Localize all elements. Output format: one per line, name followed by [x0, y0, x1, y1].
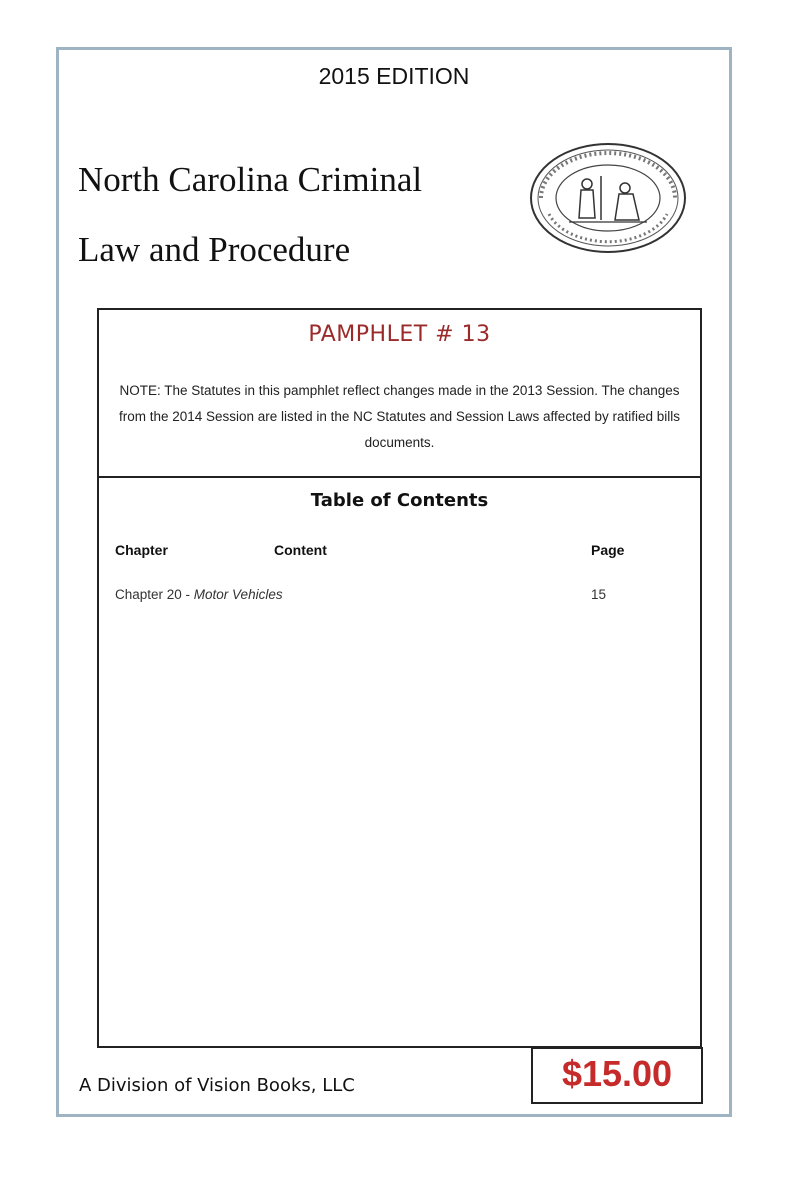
- pamphlet-number: PAMPHLET # 13: [308, 322, 491, 347]
- statutes-note: NOTE: The Statutes in this pamphlet reflect changes made in the 2013 Session. The changes from the 2014 Session are listed in the NC Statutes and Session Laws affected by ratified bills documents.: [118, 383, 681, 450]
- note-section: [99, 310, 700, 478]
- publisher-line: A Division of Vision Books, LLC: [79, 1075, 355, 1096]
- toc-header-content: Content: [274, 542, 327, 558]
- edition-label: 2015 EDITION: [318, 63, 470, 89]
- toc-chapter-name: Motor Vehicles: [193, 587, 283, 602]
- toc-header-chapter: Chapter: [115, 542, 168, 558]
- state-seal-icon: [529, 142, 687, 254]
- toc-title: Table of Contents: [310, 490, 489, 511]
- price-box: [531, 1047, 703, 1104]
- title-line-2: Law and Procedure: [78, 230, 351, 269]
- toc-header-page: Page: [591, 542, 625, 558]
- toc-row-page: 15: [591, 587, 607, 602]
- title-line-1: North Carolina Criminal: [78, 160, 423, 199]
- content-box: [97, 308, 702, 1048]
- book-cover: [56, 47, 732, 1117]
- toc-row-chapter: [115, 587, 283, 602]
- toc-chapter-number: Chapter 20 -: [115, 587, 194, 602]
- price-label: $15.00: [561, 1053, 673, 1094]
